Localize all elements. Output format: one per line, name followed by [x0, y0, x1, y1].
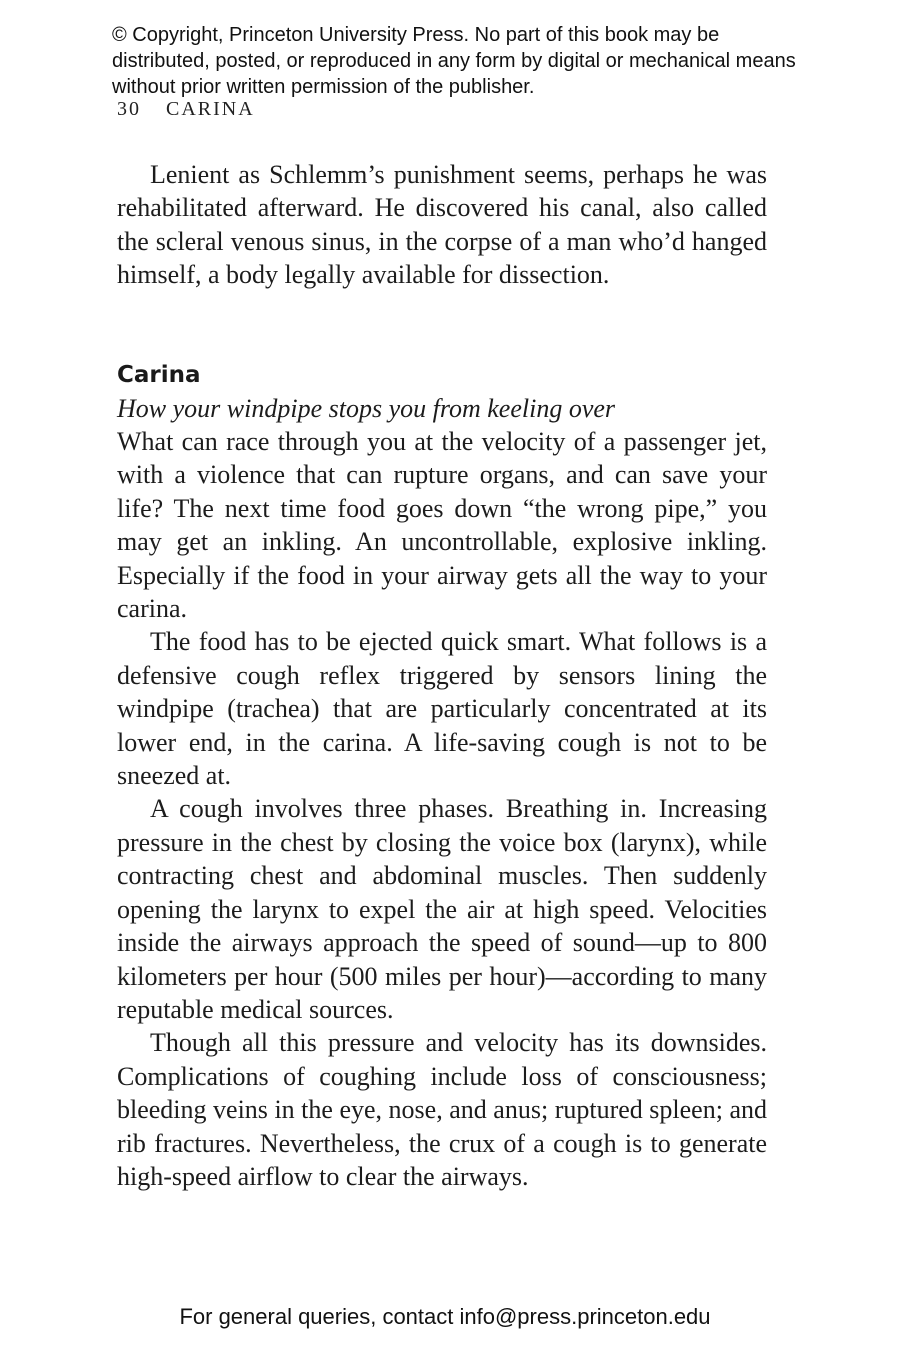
body-paragraph-4: Though all this pressure and velocity has its downsides. Complications of coughing include loss of consciousness; bleeding veins in the eye, nose, and anus; ruptured spleen; and rib fractures. Nevertheless, the crux of a cough is to generate high-speed airflow to clear the airways.: [117, 1028, 767, 1191]
page-number: 30: [117, 98, 141, 120]
running-head: [117, 98, 255, 121]
section-subtitle: How your windpipe stops you from keeling over: [117, 394, 616, 423]
body-paragraph-2: The food has to be ejected quick smart. What follows is a defensive cough reflex triggered by sensors lining the windpipe (trachea) that are particularly concentrated at its lower end, in the carina. A life-saving cough is not to be sneezed at.: [117, 627, 767, 791]
intro-paragraph: Lenient as Schlemm’s punishment seems, perhaps he was rehabilitated afterward. He discovered his canal, also called the scleral venous sinus, in the corpse of a man who’d hanged himself, a body legally available for dissection.: [117, 160, 767, 290]
copyright-notice: © Copyright, Princeton University Press. No part of this book may be distributed, posted, or reproduced in any form by digital or mechanical means without prior written permission of the publisher.: [112, 24, 796, 98]
body-paragraph-1: What can race through you at the velocity of a passenger jet, with a violence that can rupture organs, and can save your life? The next time food goes down “the wrong pipe,” you may get an inkling. An uncontrollable, explosive inkling. Especially if the food in your airway gets all the way to your carina.: [117, 427, 767, 624]
section-body: [117, 425, 767, 1193]
body-paragraph-3: A cough involves three phases. Breathing in. Increasing pressure in the chest by closing the voice box (larynx), while contracting chest and abdominal muscles. Then suddenly opening the larynx to expel the air at high speed. Velocities inside the airways approach the speed of sound—up to 800 kilometers per hour (500 miles per hour)—according to many reputable medical sources.: [117, 794, 767, 1024]
section-heading: Carina: [117, 362, 201, 388]
running-title: CARINA: [166, 98, 255, 120]
contact-footer: For general queries, contact info@press.princeton.edu: [179, 1304, 711, 1329]
intro-section: [117, 158, 767, 292]
